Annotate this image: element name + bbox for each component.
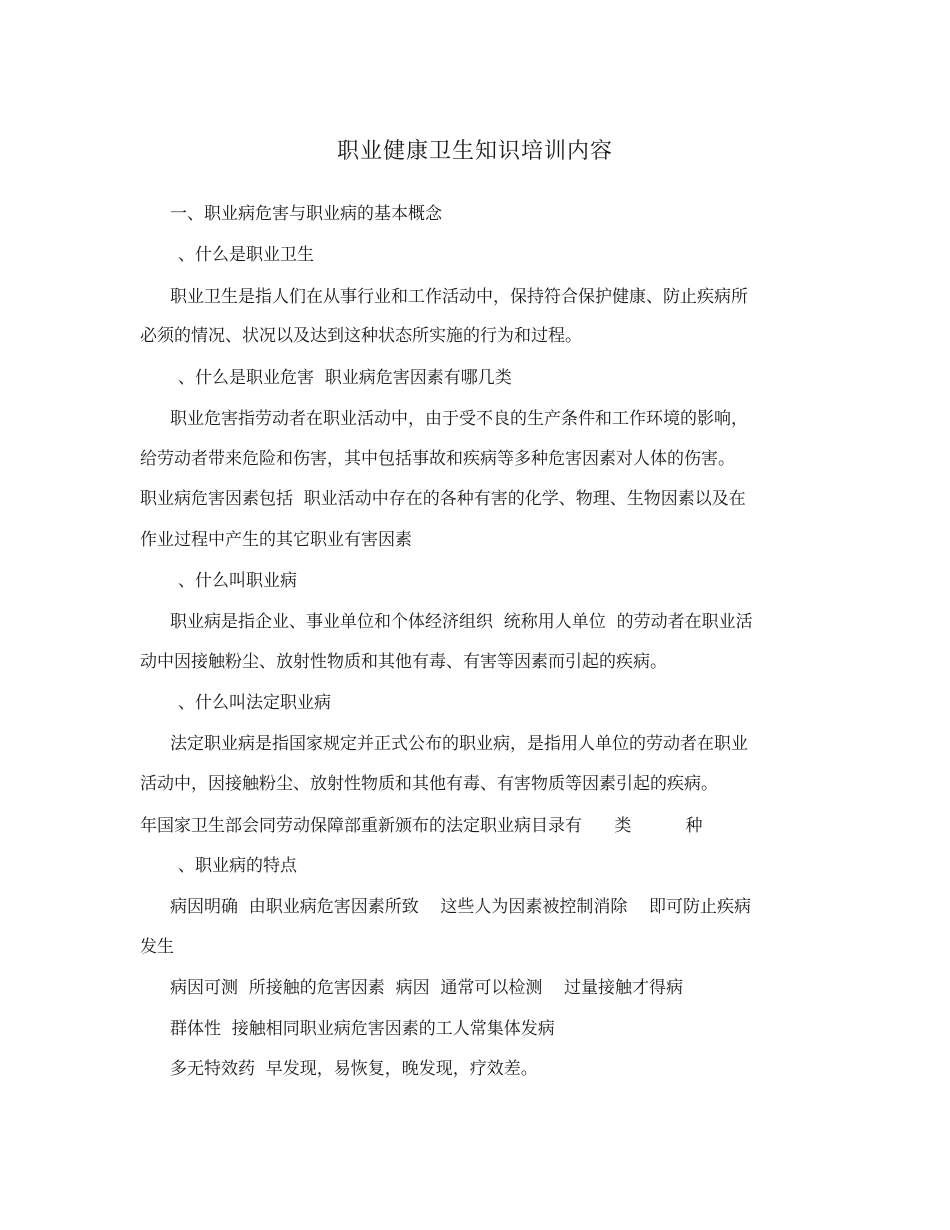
paragraph-line: 年国家卫生部会同劳动保障部重新颁布的法定职业病目录有 类 种 <box>140 816 703 836</box>
paragraph-line: 职业病危害因素包括 职业活动中存在的各种有害的化学、物理、生物因素以及在 <box>140 489 746 509</box>
subsection-heading: 、什么是职业危害 职业病危害因素有哪几类 <box>178 368 512 388</box>
paragraph-line: 作业过程中产生的其它职业有害因素 <box>140 530 412 550</box>
paragraph-line: 动中因接触粉尘、放射性物质和其他有毒、有害等因素而引起的疾病。 <box>140 652 667 672</box>
section-heading: 一、职业病危害与职业病的基本概念 <box>170 204 442 224</box>
paragraph-line: 职业危害指劳动者在职业活动中，由于受不良的生产条件和工作环境的影响， <box>170 409 748 429</box>
paragraph-line: 活动中，因接触粉尘、放射性物质和其他有毒、有害物质等因素引起的疾病。 <box>140 774 718 794</box>
subsection-heading: 、什么是职业卫生 <box>178 245 314 265</box>
subsection-heading: 、职业病的特点 <box>178 856 297 876</box>
paragraph-line: 必须的情况、状况以及达到这种状态所实施的行为和过程。 <box>140 326 582 346</box>
subsection-heading: 、什么叫法定职业病 <box>178 693 331 713</box>
page-title: 职业健康卫生知识培训内容 <box>336 139 613 164</box>
paragraph-line: 病因明确 由职业病危害因素所致 这些人为因素被控制消除 即可防止疾病 <box>170 897 752 917</box>
paragraph-line: 发生 <box>140 937 174 957</box>
paragraph-line: 多无特效药 早发现，易恢复，晚发现，疗效差。 <box>170 1059 538 1079</box>
paragraph-line: 给劳动者带来危险和伤害，其中包括事故和疾病等多种危害因素对人体的伤害。 <box>140 449 735 469</box>
paragraph-line: 群体性 接触相同职业病危害因素的工人常集体发病 <box>170 1019 555 1039</box>
subsection-heading: 、什么叫职业病 <box>178 571 297 591</box>
paragraph-line: 职业病是指企业、事业单位和个体经济组织 统称用人单位 的劳动者在职业活 <box>170 612 753 632</box>
paragraph-line: 法定职业病是指国家规定并正式公布的职业病，是指用人单位的劳动者在职业 <box>170 734 748 754</box>
paragraph-line: 病因可测 所接触的危害因素 病因 通常可以检测 过量接触才得病 <box>170 978 684 998</box>
paragraph-line: 职业卫生是指人们在从事行业和工作活动中，保持符合保护健康、防止疾病所 <box>170 287 748 307</box>
